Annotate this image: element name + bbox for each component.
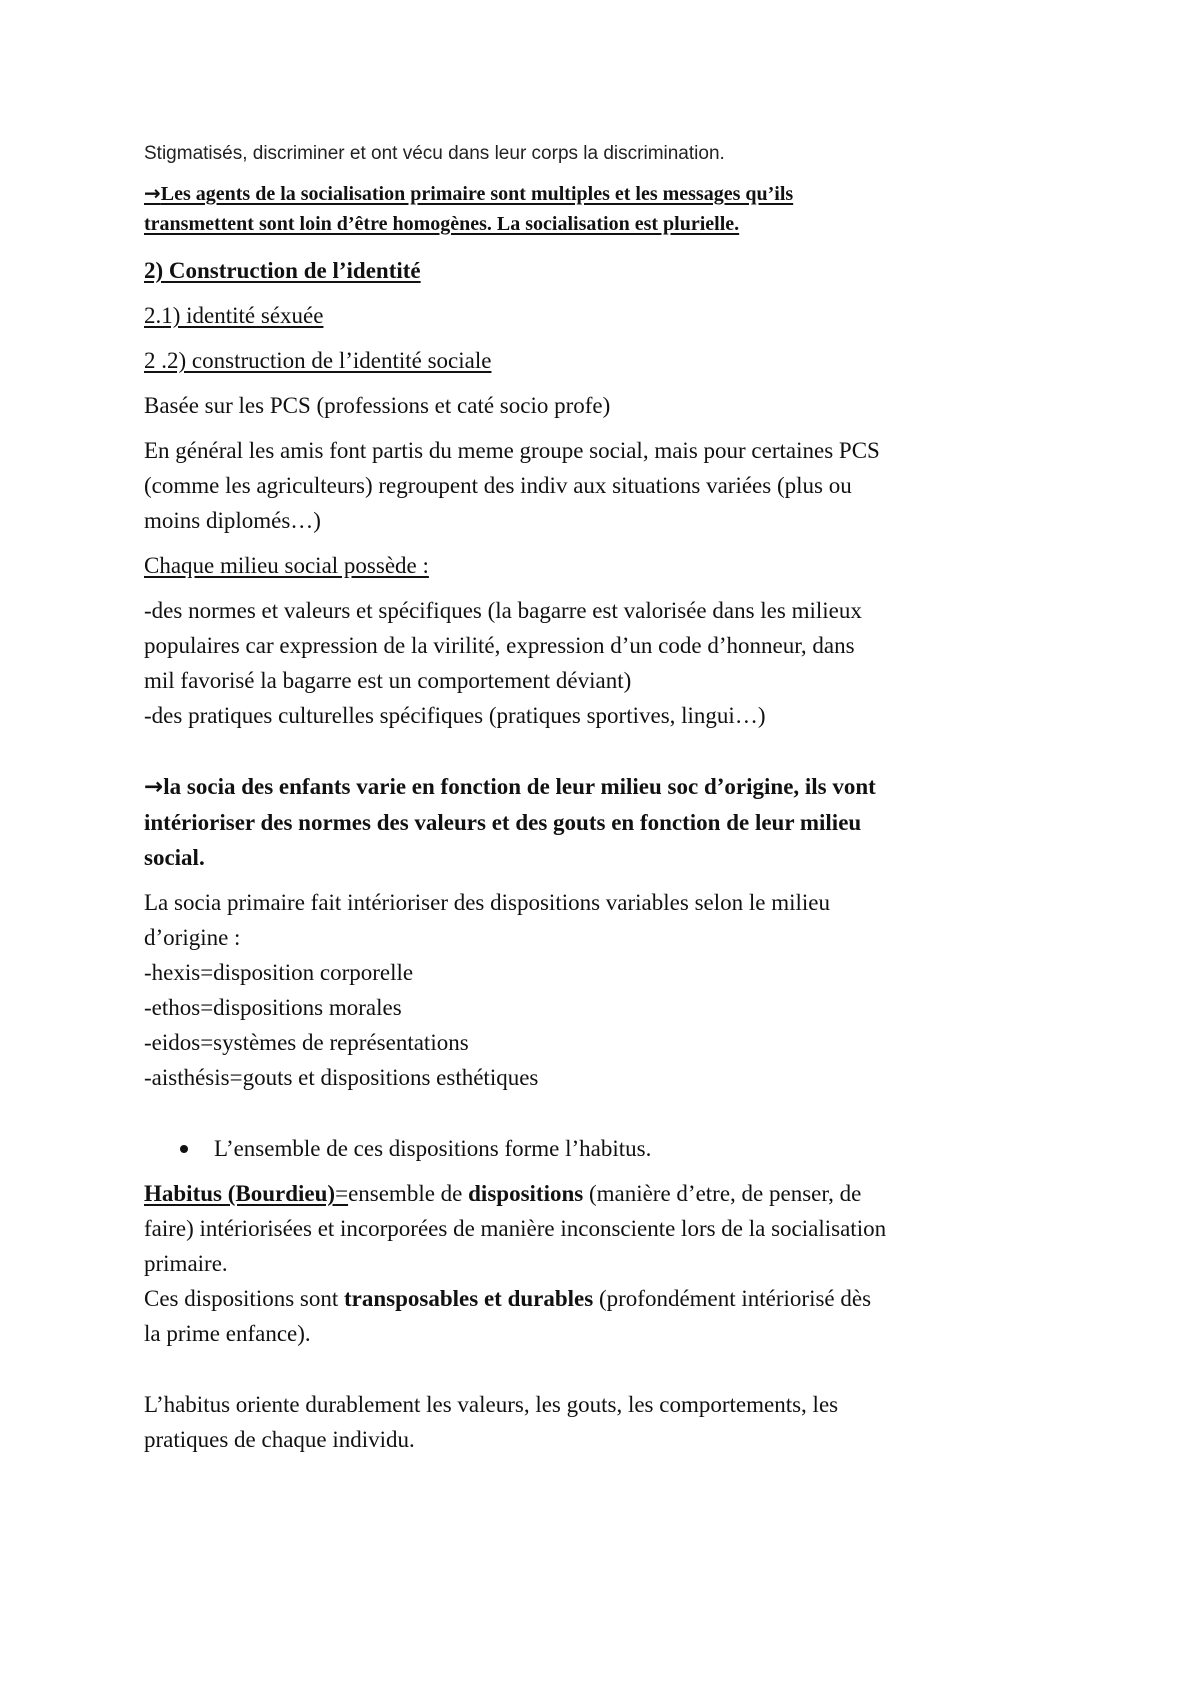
milieu-item: -des normes et valeurs et spécifiques (la bagarre est valorisée dans les milieux: [144, 598, 862, 623]
habitus-line-2: faire) intériorisées et incorporées de manière inconsciente lors de la socialisation: [144, 1216, 887, 1241]
final-line: pratiques de chaque individu.: [144, 1427, 415, 1452]
dispositions-paragraph: [144, 885, 1074, 1095]
general-line: (comme les agriculteurs) regroupent des indiv aux situations variées (plus ou: [144, 473, 852, 498]
habitus-term: Habitus (Bourdieu): [144, 1181, 336, 1206]
arrow-icon: →: [144, 181, 161, 205]
milieu-item: populaires car expression de la virilité, expression d’un code d’honneur, dans: [144, 633, 855, 658]
conclusion-plurielle: [144, 178, 1074, 239]
intro-text: Stigmatisés, discriminer et ont vécu dans leur corps la discrimination.: [144, 143, 725, 164]
document-page: [144, 140, 1074, 1457]
milieu-item: -des pratiques culturelles spécifiques (pratiques sportives, lingui…): [144, 703, 766, 728]
bullet-dot-icon: [180, 1145, 188, 1153]
dispositions-line: -aisthésis=gouts et dispositions esthétiques: [144, 1065, 539, 1090]
conclusion-socia-line: →la socia des enfants varie en fonction de leur milieu soc d’origine, ils vont: [144, 774, 876, 800]
habitus-line-1: Habitus (Bourdieu)=ensemble de dispositions (manière d’etre, de penser, de: [144, 1181, 862, 1206]
habitus-line-4: Ces dispositions sont transposables et durables (profondément intériorisé dès: [144, 1286, 872, 1311]
heading-construction-identite: 2) Construction de l’identité: [144, 258, 421, 283]
dispositions-line: -ethos=dispositions morales: [144, 995, 402, 1020]
conclusion-line-2: transmettent sont loin d’être homogènes. La socialisation est plurielle.: [144, 213, 740, 235]
conclusion-line-1: →Les agents de la socialisation primaire sont multiples et les messages qu’ils: [144, 181, 794, 205]
arrow-icon: →: [144, 774, 164, 800]
bullet-text: L’ensemble de ces dispositions forme l’habitus.: [214, 1136, 652, 1161]
dispositions-line: -eidos=systèmes de représentations: [144, 1030, 469, 1055]
general-line: En général les amis font partis du meme groupe social, mais pour certaines PCS: [144, 438, 880, 463]
habitus-bullet: [180, 1131, 1074, 1166]
final-paragraph: [144, 1387, 1074, 1457]
heading-identite-sociale: 2 .2) construction de l’identité sociale: [144, 348, 492, 373]
general-paragraph: [144, 433, 1074, 538]
conclusion-socia: [144, 769, 1074, 875]
final-line: L’habitus oriente durablement les valeurs, les gouts, les comportements, les: [144, 1392, 839, 1417]
dispositions-line: d’origine :: [144, 925, 241, 950]
milieu-list: [144, 593, 1074, 733]
conclusion-socia-line: social.: [144, 845, 205, 870]
dispositions-line: La socia primaire fait intérioriser des dispositions variables selon le milieu: [144, 890, 830, 915]
conclusion-socia-line: intérioriser des normes des valeurs et des gouts en fonction de leur milieu: [144, 810, 862, 835]
habitus-line-3: primaire.: [144, 1251, 228, 1276]
habitus-definition: [144, 1176, 1074, 1351]
general-line: moins diplomés…): [144, 508, 321, 533]
pcs-text: Basée sur les PCS (professions et caté socio profe): [144, 393, 611, 418]
habitus-line-5: la prime enfance).: [144, 1321, 311, 1346]
milieu-heading: Chaque milieu social possède :: [144, 553, 429, 578]
dispositions-line: -hexis=disposition corporelle: [144, 960, 414, 985]
heading-identite-sexuee: 2.1) identité séxuée: [144, 303, 324, 328]
milieu-item: mil favorisé la bagarre est un comportement déviant): [144, 668, 632, 693]
